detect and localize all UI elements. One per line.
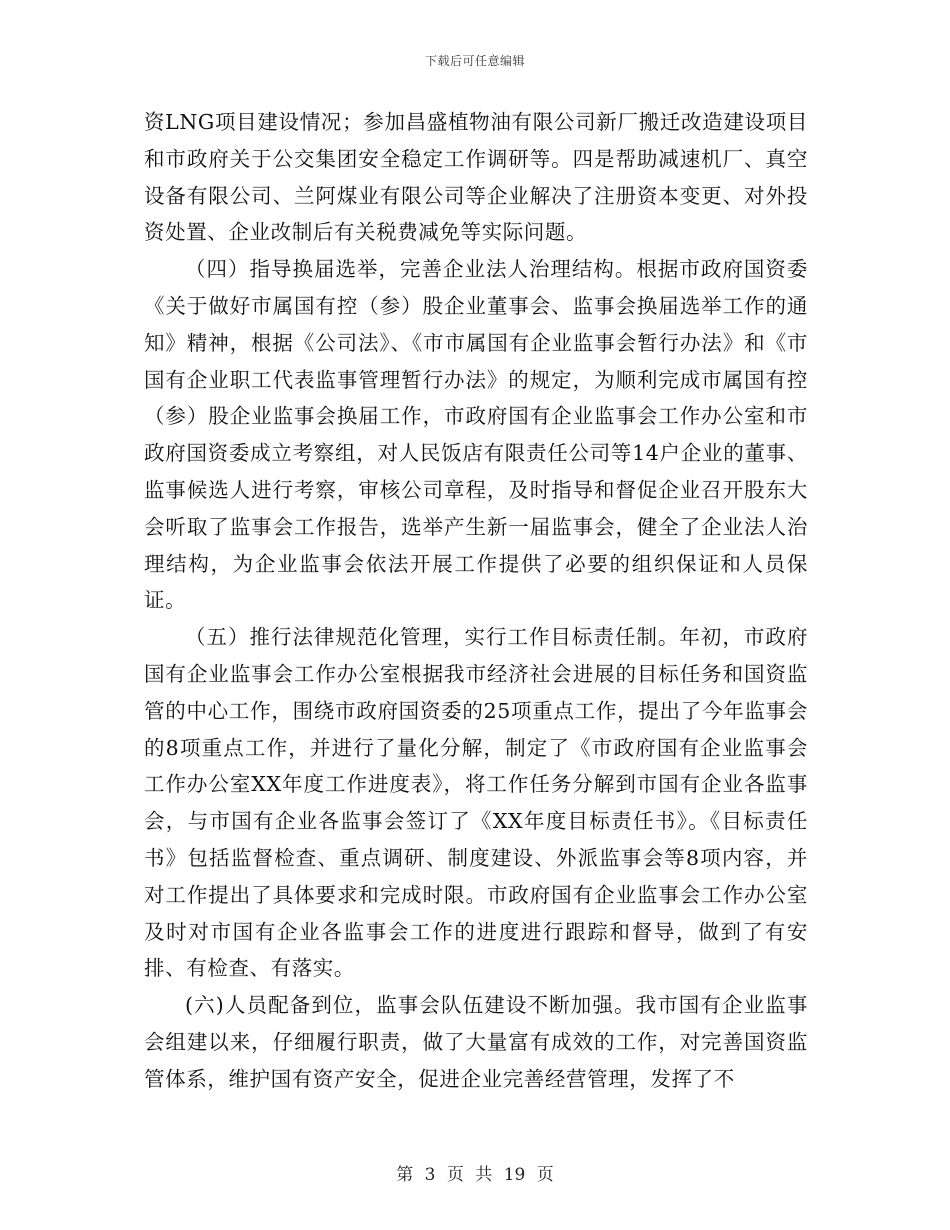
paragraph-4: (六)人员配备到位，监事会队伍建设不断加强。我市国有企业监事会组建以来，仔细履行职责，做了大量富有成效的工作，对完善国资监管体系，维护国有资产安全，促进企业完善经营管理，发挥了不 bbox=[144, 993, 808, 1091]
page-header-note: 下载后可任意编辑 bbox=[424, 54, 525, 68]
page-number-footer: 第 3 页 共 19 页 bbox=[396, 1165, 554, 1185]
paragraph-3: （五）推行法律规范化管理，实行工作目标责任制。年初，市政府国有企业监事会工作办公室根据我市经济社会进展的目标任务和国资监管的中心工作，围绕市政府国资委的25项重点工作，提出了今年监事会的8项重点工作，并进行了量化分解，制定了《市政府国有企业监事会工作办公室XX年度工作进度表》，将工作任务分解到市国有企业各监事会，与市国有企业各监事会签订了《XX年度目标责任书》。《目标责任书》包括监督检查、重点调研、制度建设、外派监事会等8项内容，并对工作提出了具体要求和完成时限。市政府国有企业监事会工作办公室及时对市国有企业各监事会工作的进度进行跟踪和督导，做到了有安排、有检查、有落实。 bbox=[144, 625, 808, 981]
paragraph-1: 资LNG项目建设情况；参加昌盛植物油有限公司新厂搬迁改造建设项目和市政府关于公交集团安全稳定工作调研等。四是帮助减速机厂、真空设备有限公司、兰阿煤业有限公司等企业解决了注册资本变更、对外投资处置、企业改制后有关税费减免等实际问题。 bbox=[144, 110, 808, 245]
paragraph-2: （四）指导换届选举，完善企业法人治理结构。根据市政府国资委《关于做好市属国有控（参）股企业董事会、监事会换届选举工作的通知》精神，根据《公司法》、《市市属国有企业监事会暂行办法》和《市国有企业职工代表监事管理暂行办法》的规定，为顺利完成市属国有控（参）股企业监事会换届工作，市政府国有企业监事会工作办公室和市政府国资委成立考察组，对人民饭店有限责任公司等14户企业的董事、监事候选人进行考察，审核公司章程，及时指导和督促企业召开股东大会听取了监事会工作报告，选举产生新一届监事会，健全了企业法人治理结构，为企业监事会依法开展工作提供了必要的组织保证和人员保证。 bbox=[144, 257, 808, 613]
document-body bbox=[144, 104, 808, 1098]
